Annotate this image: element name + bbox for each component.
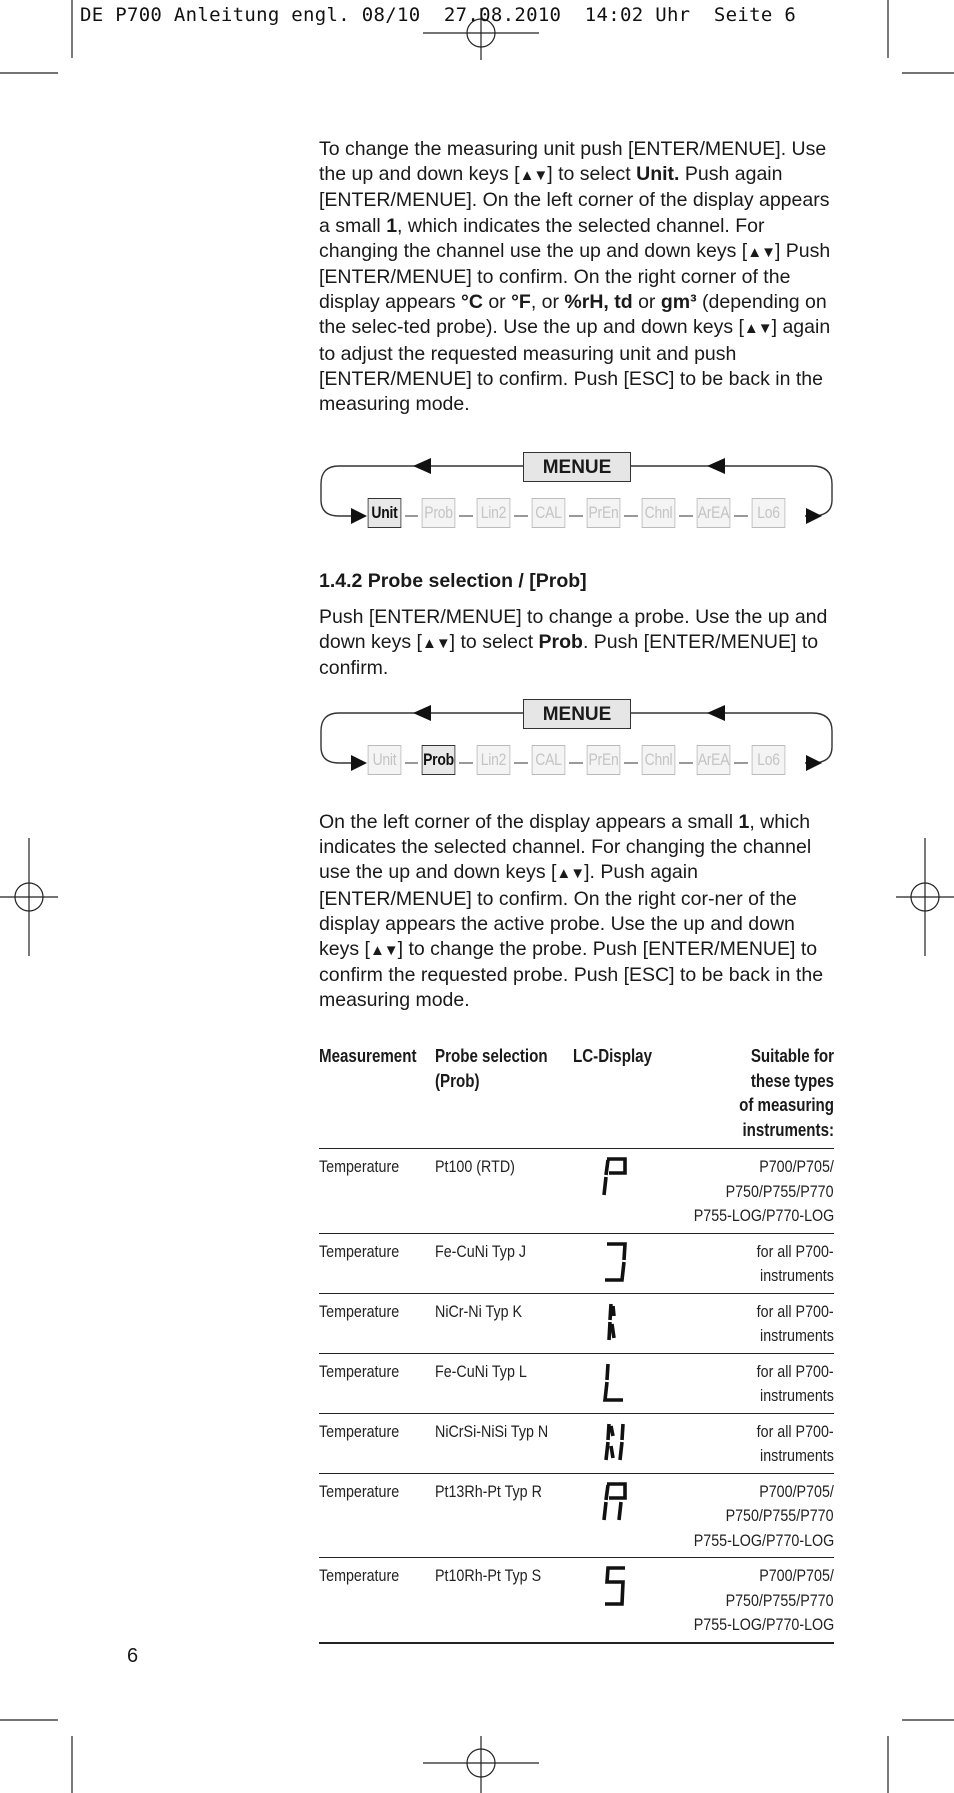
col-header-lc-display: LC-Display <box>572 1046 652 1066</box>
probe-table <box>319 1044 834 1644</box>
unit-section <box>319 137 834 417</box>
channel-section <box>319 810 834 1014</box>
up-down-arrow-icon: ▲▼ <box>421 635 450 653</box>
menue-box: MENUE <box>523 452 631 482</box>
menu-flow-diagram-prob <box>319 697 834 777</box>
measurement-cell: Temperature <box>319 1413 435 1473</box>
menu-cell-pren: PrEn <box>587 498 621 528</box>
measurement-cell: Temperature <box>319 1149 435 1234</box>
menu-flow-diagram-unit <box>319 450 834 530</box>
suitable-instruments-cell: P700/P705/ P750/P755/P770 P755-LOG/P770-LOG <box>667 1558 834 1643</box>
probe-cell: Fe-CuNi Typ J <box>435 1233 573 1293</box>
col-header-probe-selection: Probe selection (Prob) <box>435 1046 548 1091</box>
probe-cell: Fe-CuNi Typ L <box>435 1353 573 1413</box>
menu-cell-chnl: Chnl <box>642 745 676 775</box>
measurement-cell: Temperature <box>319 1473 435 1558</box>
probe-section-heading: 1.4.2 Probe selection / [Prob] <box>319 570 587 592</box>
up-down-arrow-icon: ▲▼ <box>747 243 775 261</box>
table-row <box>319 1413 834 1473</box>
probe-instructions: Push [ENTER/MENUE] to change a probe. Use the up and down keys [▲▼] to select Prob. Push [ENTER/MENUE] to confirm. <box>319 606 828 680</box>
menu-cell-lin2: Lin2 <box>477 498 511 528</box>
menu-cell-prob: Prob <box>422 498 456 528</box>
measurement-cell: Temperature <box>319 1293 435 1353</box>
lcd-display-cell <box>573 1558 667 1643</box>
lcd-glyph-n <box>601 1420 631 1464</box>
lcd-display-cell <box>573 1413 667 1473</box>
up-down-arrow-icon: ▲▼ <box>519 167 548 185</box>
lcd-glyph-j <box>601 1240 631 1284</box>
suitable-instruments-cell: for all P700- instruments <box>667 1353 834 1413</box>
lcd-glyph-r <box>601 1480 631 1524</box>
probe-cell: Pt13Rh-Pt Typ R <box>435 1473 573 1558</box>
table-row <box>319 1473 834 1558</box>
table-row <box>319 1149 834 1234</box>
table-row <box>319 1558 834 1643</box>
suitable-instruments-cell: for all P700- instruments <box>667 1413 834 1473</box>
menu-cell-chnl: Chnl <box>642 498 676 528</box>
measurement-cell: Temperature <box>319 1353 435 1413</box>
probe-cell: NiCr-Ni Typ K <box>435 1293 573 1353</box>
suitable-instruments-cell: P700/P705/ P750/P755/P770 P755-LOG/P770-LOG <box>667 1473 834 1558</box>
up-down-arrow-icon: ▲▼ <box>556 865 585 883</box>
menue-box: MENUE <box>523 699 631 729</box>
menu-cell-cal: CAL <box>532 498 566 528</box>
channel-instructions: On the left corner of the display appears a small 1, which indicates the selected channel. For changing the channel use the up and down keys [▲▼]. Push again [ENTER/MENUE] to confirm. On the right cor-ner of the display appears the active probe. Use the up and down keys [▲▼] to change the probe. Push [ENTER/MENUE] to confirm the requested probe. Push [ESC] to be back in the measuring mode. <box>319 811 824 1012</box>
unit-instructions: To change the measuring unit push [ENTER/MENUE]. Use the up and down keys [▲▼] to select Unit. Push again [ENTER/MENUE]. On the left corner of the display appears a small 1, which indicates the selected channel. For changing the channel use the up and down keys [▲▼] Push [ENTER/MENUE] to confirm. On the right corner of the display appears °C or °F, or %rH, td or gm³ (depending on the selec-ted probe). Use the up and down keys [▲▼] again to adjust the requested measuring unit and push [ENTER/MENUE] to confirm. Push [ESC] to be back in the measuring mode. <box>319 138 831 416</box>
lcd-glyph-k <box>601 1300 631 1344</box>
suitable-instruments-cell: for all P700- instruments <box>667 1293 834 1353</box>
lcd-display-cell <box>573 1473 667 1558</box>
up-down-arrow-icon: ▲▼ <box>743 320 772 338</box>
probe-table-body <box>319 1149 834 1643</box>
up-down-arrow-icon: ▲▼ <box>369 942 398 960</box>
measurement-cell: Temperature <box>319 1558 435 1643</box>
lcd-display-cell <box>573 1293 667 1353</box>
lcd-glyph-l <box>601 1360 631 1404</box>
table-header-row <box>319 1044 834 1149</box>
menu-cell-lin2: Lin2 <box>477 745 511 775</box>
menu-cell-pren: PrEn <box>587 745 621 775</box>
suitable-instruments-cell: P700/P705/ P750/P755/P770 P755-LOG/P770-LOG <box>667 1149 834 1234</box>
suitable-instruments-cell: for all P700- instruments <box>667 1233 834 1293</box>
table-row <box>319 1233 834 1293</box>
lcd-glyph-p <box>601 1155 631 1199</box>
menu-cell-unit: Unit <box>368 745 402 775</box>
lcd-display-cell <box>573 1233 667 1293</box>
menu-cell-cal: CAL <box>532 745 566 775</box>
col-header-measurement: Measurement <box>319 1046 417 1066</box>
probe-cell: NiCrSi-NiSi Typ N <box>435 1413 573 1473</box>
col-header-suitable: Suitable for these types of measuring instruments: <box>739 1046 834 1140</box>
probe-cell: Pt10Rh-Pt Typ S <box>435 1558 573 1643</box>
page-number: 6 <box>127 1645 139 1667</box>
menu-cell-unit: Unit <box>368 498 402 528</box>
lcd-display-cell <box>573 1353 667 1413</box>
table-row <box>319 1353 834 1413</box>
menu-cell-area: ArEA <box>697 498 731 528</box>
menu-cell-area: ArEA <box>697 745 731 775</box>
probe-cell: Pt100 (RTD) <box>435 1149 573 1234</box>
print-header: DE P700 Anleitung engl. 08/10 27.08.2010 14:02 Uhr Seite 6 <box>80 4 797 26</box>
table-row <box>319 1293 834 1353</box>
menu-cell-prob: Prob <box>422 745 456 775</box>
lcd-display-cell <box>573 1149 667 1234</box>
lcd-glyph-s <box>601 1564 631 1608</box>
probe-section <box>319 570 834 682</box>
measurement-cell: Temperature <box>319 1233 435 1293</box>
menu-cell-lo6: Lo6 <box>752 745 786 775</box>
menu-cell-lo6: Lo6 <box>752 498 786 528</box>
